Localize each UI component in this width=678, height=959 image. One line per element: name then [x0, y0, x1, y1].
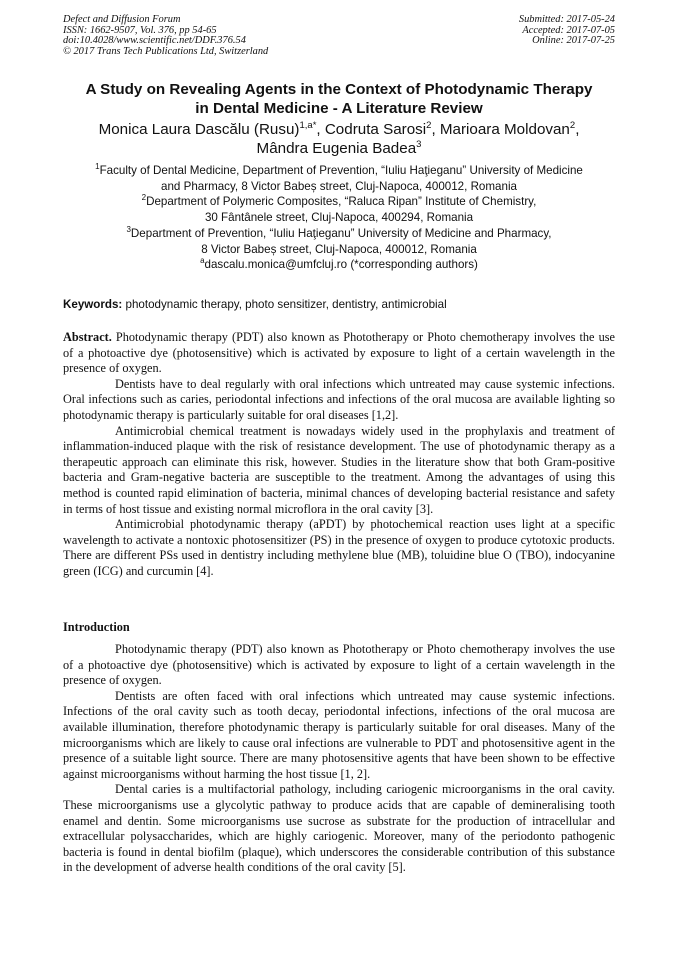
author-affiliation-mark: 1,a*	[299, 119, 317, 131]
affiliation-line	[40, 194, 638, 210]
abstract-paragraph	[63, 330, 615, 377]
paper-title	[40, 80, 638, 118]
journal-doi: doi:10.4028/www.scientific.net/DDF.376.54	[63, 35, 246, 47]
keywords-label: Keywords:	[63, 298, 123, 311]
affiliation-text: Department of Polymeric Composites, “Raluca Ripan” Institute of Chemistry,	[146, 195, 537, 209]
affiliation-text: Faculty of Dental Medicine, Department of Prevention, “Iuliu Haţieganu” University of Medicine	[99, 164, 583, 177]
author-list	[40, 120, 638, 158]
affiliation-list	[40, 163, 638, 273]
affiliation-mark: 3	[126, 224, 131, 234]
author-affiliation-mark: 3	[416, 138, 422, 150]
author-name: Mândra Eugenia Badea	[256, 140, 417, 157]
author-affiliation-mark: 2	[569, 119, 576, 131]
author-affiliation-mark: 2	[426, 119, 432, 131]
introduction-section	[63, 642, 615, 876]
author-name: Monica Laura Dascălu (Rusu)	[98, 121, 300, 138]
contact-email-line	[40, 257, 638, 273]
journal-copyright: © 2017 Trans Tech Publications Ltd, Switzerland	[63, 45, 269, 57]
affiliation-line	[40, 226, 638, 242]
online-date: Online: 2017-07-25	[532, 35, 615, 47]
introduction-paragraph: Photodynamic therapy (PDT) also known as Phototherapy or Photo chemotherapy involves the use of a photoactive dye (photosensitive) which is activated by exposure to light of a certain wavelength in the presence of oxygen.	[63, 642, 615, 688]
abstract-section	[63, 330, 615, 580]
introduction-paragraph: Dentists are often faced with oral infections which untreated may cause systemic infections. Infections of the oral cavity such as tooth decay, periodontal infections, infections of the oral mucosa are available illumination, therefore photodynamic therapy is particularly suitable for oral diseases. Many of the microorganisms which are likely to cause oral infections are vulnerable to PDT and photosensitive agent in the presence of a suitable light source. There are many photosensitive agents that have been shown to be effective against microorganisms without harming the host tissue [1, 2].	[63, 688, 615, 781]
journal-info	[63, 15, 268, 57]
journal-issn: ISSN: 1662-9507, Vol. 376, pp 54-65	[63, 24, 217, 36]
affiliation-mark: 1	[95, 162, 100, 172]
abstract-text: Photodynamic therapy (PDT) also known as Phototherapy or Photo chemotherapy involves the use of a photoactive dye (photosensitive) which is activated by exposure to light of a certain wavelength in the presence of oxygen.	[63, 330, 615, 376]
author-name: , Codruta Sarosi	[316, 121, 427, 138]
abstract-label: Abstract.	[63, 330, 112, 344]
paper-title-line: A Study on Revealing Agents in the Context of Photodynamic Therapy	[85, 81, 593, 98]
keywords-text: photodynamic therapy, photo sensitizer, dentistry, antimicrobial	[122, 298, 447, 311]
abstract-paragraph: Antimicrobial chemical treatment is nowadays widely used in the prophylaxis and treatment of inflammation-induced plaque with the risk of resistance development. The use of photodynamic therapy as a therapeutic approach can eliminate this risk, however. Studies in the literature show that both Gram-positive bacteria and Gram-negative bacteria are susceptible to the treatment. Among the advantages of using this method is counted rapid elimination of bacteria, minimal chances of developing bacterial resistance and safety in terms of host tissue and existing normal microflora in the oral cavity [3].	[63, 423, 615, 516]
affiliation-text: Department of Prevention, “Iuliu Haţieganu” University of Medicine and Pharmacy,	[130, 226, 552, 240]
author-separator: ,	[575, 121, 580, 138]
affiliation-line: and Pharmacy, 8 Victor Babeș street, Cluj-Napoca, 400012, Romania	[161, 179, 517, 193]
accepted-date: Accepted: 2017-07-05	[522, 24, 615, 36]
affiliation-line: 8 Victor Babeș street, Cluj-Napoca, 400012, Romania	[201, 242, 477, 256]
author-line	[40, 139, 638, 158]
journal-name: Defect and Diffusion Forum	[63, 14, 181, 25]
introduction-heading: Introduction	[63, 620, 130, 634]
publication-dates	[519, 15, 615, 47]
affiliation-line: 30 Fântânele street, Cluj-Napoca, 400294, Romania	[204, 211, 474, 225]
affiliation-line	[40, 163, 638, 179]
contact-email: dascalu.monica@umfcluj.ro (*corresponding authors)	[204, 258, 478, 272]
submitted-date: Submitted: 2017-05-24	[518, 14, 615, 25]
paper-title-line: in Dental Medicine - A Literature Review	[195, 100, 483, 117]
author-line	[40, 120, 638, 139]
email-mark: a	[200, 256, 205, 266]
author-name: , Marioara Moldovan	[431, 121, 570, 138]
keywords	[63, 298, 615, 312]
abstract-paragraph: Antimicrobial photodynamic therapy (aPDT) by photochemical reaction uses light at a specific wavelength to activate a nontoxic photosensitizer (PS) in the presence of oxygen to produce cytotoxic products. There are different PSs used in dentistry including methylene blue (MB), toluidine blue O (TBO), indocyanine green (ICG) and curcumin [4].	[63, 517, 615, 578]
affiliation-mark: 2	[141, 193, 147, 203]
introduction-paragraph: Dental caries is a multifactorial pathology, including cariogenic microorganisms in the oral cavity. These microorganisms use a glycolytic pathway to produce acids that are capable of demineralising tooth enamel and dentin. Some microorganisms use sucrose as substrate for the production of intracellular and extracellular polysaccharides, which are highly cariogenic. Moreover, many of the periodonto pathogenic bacteria is found in dental biofilm (plaque), which underscores the considerable contribution of this substance in the development of adverse health conditions of the oral cavity [5].	[63, 782, 615, 875]
abstract-paragraph: Dentists have to deal regularly with oral infections which untreated may cause systemic infections. Oral infections such as caries, periodontal infections and infections of the oral mucosa are available lighting so photodynamic therapy is particularly suitable for oral diseases [1,2].	[63, 376, 615, 422]
